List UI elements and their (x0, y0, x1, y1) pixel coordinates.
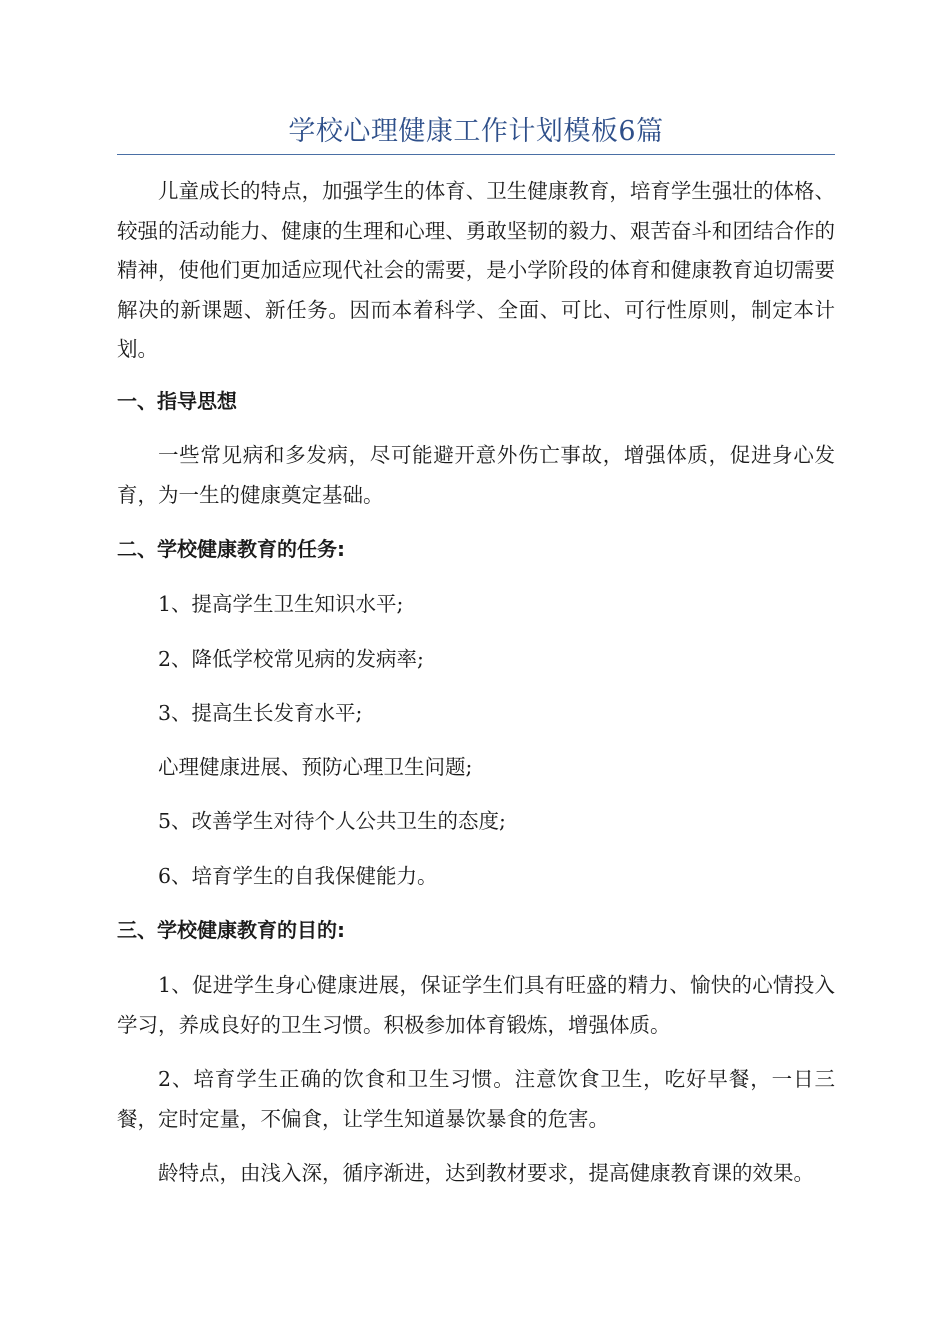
intro-paragraph: 儿童成长的特点，加强学生的体育、卫生健康教育，培育学生强壮的体格、较强的活动能力、健康的生理和心理、勇敢坚韧的毅力、艰苦奋斗和团结合作的精神，使他们更加适应现代社会的需要，是小学阶段的体育和健康教育迫切需要解决的新课题、新任务。因而本着科学、全面、可比、可行性原则，制定本计划。 (117, 179, 835, 361)
purpose-paragraph: 2、培育学生正确的饮食和卫生习惯。注意饮食卫生，吃好早餐，一日三餐，定时定量，不偏食，让学生知道暴饮暴食的危害。 (117, 1067, 835, 1131)
section-heading-1: 一、指导思想 (117, 389, 237, 413)
document-title: 学校心理健康工作计划模板6篇 (288, 116, 664, 147)
purpose-paragraph: 龄特点，由浅入深，循序渐进，达到教材要求，提高健康教育课的效果。 (158, 1161, 814, 1185)
task-item: 2、降低学校常见病的发病率; (158, 647, 424, 671)
task-item: 3、提高生长发育水平; (158, 701, 363, 725)
task-item: 5、改善学生对待个人公共卫生的态度; (158, 809, 506, 833)
task-item: 6、培育学生的自我保健能力。 (158, 864, 438, 888)
section-heading-2: 二、学校健康教育的任务: (117, 537, 345, 561)
purpose-paragraph: 1、促进学生身心健康进展，保证学生们具有旺盛的精力、愉快的心情投入学习，养成良好的卫生习惯。积极参加体育锻炼，增强体质。 (117, 973, 835, 1037)
task-item: 心理健康进展、预防心理卫生问题; (158, 755, 473, 779)
section-heading-3: 三、学校健康教育的目的: (117, 918, 345, 942)
task-item: 1、提高学生卫生知识水平; (158, 592, 404, 616)
section-1-paragraph: 一些常见病和多发病，尽可能避开意外伤亡事故，增强体质，促进身心发育，为一生的健康奠定基础。 (117, 443, 835, 507)
title-underline (117, 154, 835, 155)
